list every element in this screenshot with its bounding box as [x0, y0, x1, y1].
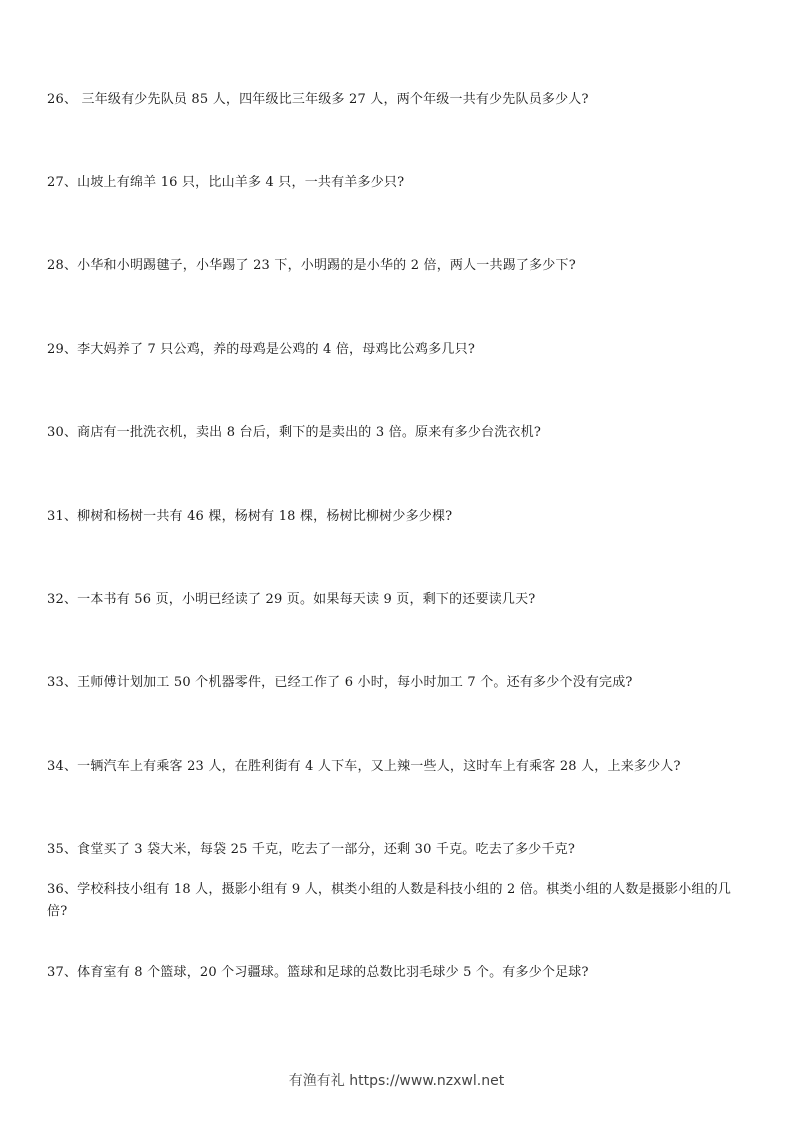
question-36 — [47, 879, 747, 923]
question-26 — [47, 89, 747, 110]
question-number: 37、 — [47, 965, 78, 980]
question-number: 26、 — [47, 92, 78, 107]
question-number: 30、 — [47, 425, 78, 440]
question-number: 33、 — [47, 675, 78, 690]
question-34 — [47, 756, 747, 777]
question-number: 31、 — [47, 509, 78, 524]
question-37 — [47, 962, 747, 983]
question-text: 一本书有 56 页，小明已经读了 29 页。如果每天读 9 页，剩下的还要读几天? — [77, 592, 536, 607]
question-number: 32、 — [47, 592, 78, 607]
question-number: 35、 — [47, 842, 78, 857]
question-32 — [47, 589, 747, 610]
question-text: 李大妈养了 7 只公鸡，养的母鸡是公鸡的 4 倍，母鸡比公鸡多几只? — [77, 342, 475, 357]
question-number: 34、 — [47, 759, 78, 774]
question-number: 29、 — [47, 342, 78, 357]
question-text: 三年级有少先队员 85 人，四年级比三年级多 27 人，两个年级一共有少先队员多少人? — [77, 92, 589, 107]
question-text: 柳树和杨树一共有 46 棵，杨树有 18 棵，杨树比柳树少多少棵? — [77, 509, 453, 524]
question-text: 小华和小明踢毽子，小华踢了 23 下，小明踢的是小华的 2 倍，两人一共踢了多少下? — [77, 258, 576, 273]
question-29 — [47, 339, 747, 360]
question-number: 27、 — [47, 175, 78, 190]
question-number: 28、 — [47, 258, 78, 273]
question-33 — [47, 672, 747, 693]
question-text: 食堂买了 3 袋大米，每袋 25 千克，吃去了一部分，还剩 30 千克。吃去了多少千克? — [77, 842, 576, 857]
question-text: 王师傅计划加工 50 个机器零件，已经工作了 6 小时，每小时加工 7 个。还有多少个没有完成? — [77, 675, 633, 690]
question-text: 一辆汽车上有乘客 23 人，在胜利街有 4 人下车，又上辣一些人，这时车上有乘客 28 人，上来多少人? — [77, 759, 681, 774]
question-27 — [47, 172, 747, 193]
question-number: 36、 — [47, 882, 78, 897]
question-text: 山坡上有绵羊 16 只，比山羊多 4 只，一共有羊多少只? — [77, 175, 405, 190]
question-31 — [47, 506, 747, 527]
question-30 — [47, 422, 747, 443]
question-35 — [47, 839, 747, 860]
question-text: 学校科技小组有 18 人，摄影小组有 9 人，棋类小组的人数是科技小组的 2 倍。棋类小组的人数是摄影小组的几倍? — [47, 882, 732, 919]
question-28 — [47, 255, 747, 276]
question-text: 商店有一批洗衣机，卖出 8 台后，剩下的是卖出的 3 倍。原来有多少台洗衣机? — [77, 425, 541, 440]
question-text: 体育室有 8 个篮球，20 个习疆球。篮球和足球的总数比羽毛球少 5 个。有多少个足球? — [77, 965, 589, 980]
footer-watermark: 有渔有礼 https://www.nzxwl.net — [288, 1073, 505, 1089]
